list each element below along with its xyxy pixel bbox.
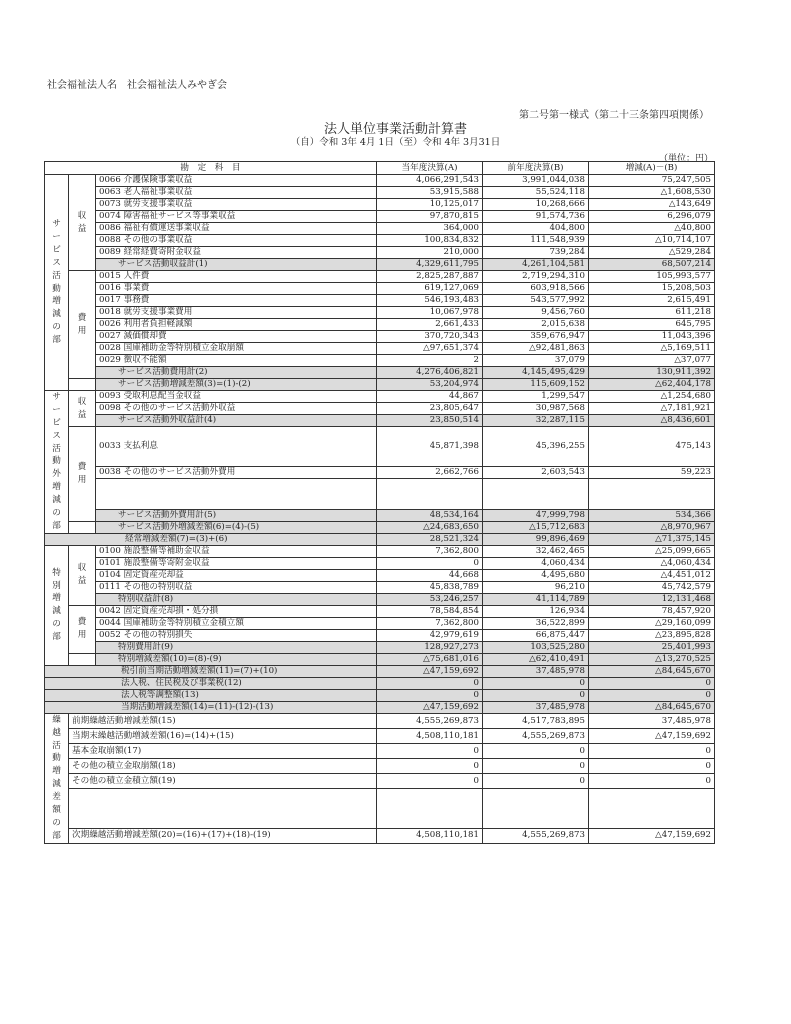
- amount-cell: 53,204,974: [377, 379, 483, 391]
- account-name-cell: 特別収益計(8): [96, 593, 377, 605]
- amount-cell: 0: [377, 557, 483, 569]
- amount-cell: 4,555,269,873: [377, 713, 483, 728]
- account-name-cell: サービス活動増減差額(3)=(1)-(2): [96, 379, 377, 391]
- account-name-cell: 0086 福祉有償運送事業収益: [96, 223, 377, 235]
- account-name-cell: 0093 受取利息配当金収益: [96, 391, 377, 403]
- account-name-cell: 0027 減価償却費: [96, 331, 377, 343]
- amount-cell: △47,159,692: [589, 828, 715, 843]
- account-name-cell: 0018 就労支援事業費用: [96, 307, 377, 319]
- amount-cell: 45,871,398: [377, 427, 483, 467]
- table-row: [45, 728, 715, 743]
- table-row: [45, 295, 715, 307]
- account-name-cell: 法人税等調整額(13): [45, 689, 377, 701]
- amount-cell: 7,362,800: [377, 545, 483, 557]
- amount-cell: △8,970,967: [589, 521, 715, 533]
- amount-cell: 115,609,152: [483, 379, 589, 391]
- amount-cell: △529,284: [589, 247, 715, 259]
- amount-cell: 2,603,543: [483, 466, 589, 478]
- amount-cell: 130,911,392: [589, 367, 715, 379]
- amount-cell: 0: [377, 689, 483, 701]
- amount-cell: 3,991,044,038: [483, 175, 589, 187]
- corporation-name: 社会福祉法人名 社会福祉法人みやぎ会: [47, 80, 227, 91]
- section-service-label: サ ー ビ ス 活 動 増 減 の 部: [45, 175, 69, 391]
- amount-cell: 37,485,978: [483, 701, 589, 713]
- subtotal-row: [45, 533, 715, 545]
- amount-cell: △8,436,601: [589, 415, 715, 427]
- amount-cell: △7,181,921: [589, 403, 715, 415]
- table-row: [45, 403, 715, 415]
- account-name-cell: 0015 人件費: [96, 271, 377, 283]
- amount-cell: △29,160,099: [589, 617, 715, 629]
- amount-cell: △10,714,107: [589, 235, 715, 247]
- amount-cell: 4,066,291,543: [377, 175, 483, 187]
- amount-cell: 2,661,433: [377, 319, 483, 331]
- amount-cell: △15,712,683: [483, 521, 589, 533]
- table-row: [45, 247, 715, 259]
- amount-cell: 4,517,783,895: [483, 713, 589, 728]
- amount-cell: 32,462,465: [483, 545, 589, 557]
- activity-statement-table: [44, 161, 715, 844]
- subtotal-row: [45, 415, 715, 427]
- amount-cell: 128,927,273: [377, 641, 483, 653]
- amount-cell: 68,507,214: [589, 259, 715, 271]
- amount-cell: △40,800: [589, 223, 715, 235]
- account-name-cell: サービス活動外収益計(4): [96, 415, 377, 427]
- amount-cell: 126,934: [483, 605, 589, 617]
- amount-cell: 4,508,110,181: [377, 828, 483, 843]
- subtotal-row: [45, 677, 715, 689]
- account-name-cell: 0016 事業費: [96, 283, 377, 295]
- amount-cell: 4,145,495,429: [483, 367, 589, 379]
- account-name-cell: 0033 支払利息: [96, 427, 377, 467]
- amount-cell: 44,867: [377, 391, 483, 403]
- account-name-cell: 税引前当期活動増減差額(11)=(7)+(10): [45, 665, 377, 677]
- amount-cell: 44,668: [377, 569, 483, 581]
- amount-cell: 0: [377, 677, 483, 689]
- amount-cell: 0: [483, 677, 589, 689]
- amount-cell: 53,915,588: [377, 187, 483, 199]
- account-name-cell: 0074 障害福祉サービス等事業収益: [96, 211, 377, 223]
- account-name-cell: 0044 国庫補助金等特別積立金積立額: [96, 617, 377, 629]
- table-row: [45, 713, 715, 728]
- amount-cell: 404,800: [483, 223, 589, 235]
- amount-cell: 100,834,832: [377, 235, 483, 247]
- amount-cell: 42,979,619: [377, 629, 483, 641]
- amount-cell: △47,159,692: [377, 665, 483, 677]
- amount-cell: 2,719,294,310: [483, 271, 589, 283]
- amount-cell: △143,649: [589, 199, 715, 211]
- amount-cell: 105,993,577: [589, 271, 715, 283]
- account-name-cell: 0098 その他のサービス活動外収益: [96, 403, 377, 415]
- amount-cell: 546,193,483: [377, 295, 483, 307]
- table-row: [45, 211, 715, 223]
- amount-cell: 0: [483, 744, 589, 759]
- blank-row: [45, 789, 715, 828]
- table-row: [45, 391, 715, 403]
- amount-cell: △1,608,530: [589, 187, 715, 199]
- subsection-income-label: 収 益: [69, 545, 96, 605]
- table-row: [45, 744, 715, 759]
- amount-cell: 23,850,514: [377, 415, 483, 427]
- amount-cell: △97,651,374: [377, 343, 483, 355]
- amount-cell: 48,534,164: [377, 509, 483, 521]
- amount-cell: △84,645,670: [589, 701, 715, 713]
- amount-cell: 59,223: [589, 466, 715, 478]
- account-name-cell: 0101 施設整備等寄附金収益: [96, 557, 377, 569]
- account-name-cell: 経常増減差額(7)=(3)+(6): [45, 533, 377, 545]
- amount-cell: 103,525,280: [483, 641, 589, 653]
- amount-cell: 1,299,547: [483, 391, 589, 403]
- amount-cell: 0: [589, 689, 715, 701]
- amount-cell: 66,875,447: [483, 629, 589, 641]
- amount-cell: 0: [589, 677, 715, 689]
- table-row: [45, 629, 715, 641]
- subtotal-row: [45, 509, 715, 521]
- account-name-cell: 0100 施設整備等補助金収益: [96, 545, 377, 557]
- table-row: [45, 759, 715, 774]
- table-row: [45, 557, 715, 569]
- table-row: [45, 466, 715, 478]
- blank-row: [45, 478, 715, 509]
- amount-cell: 45,396,255: [483, 427, 589, 467]
- account-name-cell: 0038 その他のサービス活動外費用: [96, 466, 377, 478]
- amount-cell: 45,838,789: [377, 581, 483, 593]
- amount-cell: 78,457,920: [589, 605, 715, 617]
- amount-cell: 78,584,854: [377, 605, 483, 617]
- amount-cell: 47,999,798: [483, 509, 589, 521]
- account-name-cell: 0104 固定資産売却益: [96, 569, 377, 581]
- amount-cell: 9,456,760: [483, 307, 589, 319]
- account-name-cell: サービス活動外増減差額(6)=(4)-(5): [96, 521, 377, 533]
- amount-cell: 364,000: [377, 223, 483, 235]
- amount-cell: 0: [589, 774, 715, 789]
- amount-cell: 4,276,406,821: [377, 367, 483, 379]
- amount-cell: 475,143: [589, 427, 715, 467]
- section-nonservice-label: サ ー ビ ス 活 動 外 増 減 の 部: [45, 391, 69, 534]
- amount-cell: 0: [589, 744, 715, 759]
- table-row: [45, 187, 715, 199]
- table-row: [45, 355, 715, 367]
- form-number: 第二号第一様式（第二十三条第四項関係）: [519, 110, 709, 121]
- amount-cell: 91,574,736: [483, 211, 589, 223]
- amount-cell: 645,795: [589, 319, 715, 331]
- amount-cell: 0: [483, 774, 589, 789]
- account-name-cell: 0073 就労支援事業収益: [96, 199, 377, 211]
- amount-cell: 99,896,469: [483, 533, 589, 545]
- amount-cell: 4,555,269,873: [483, 828, 589, 843]
- account-name-cell: 前期繰越活動増減差額(15): [69, 713, 377, 728]
- subsection-income-label: 収 益: [69, 391, 96, 427]
- amount-cell: 0: [589, 759, 715, 774]
- amount-cell: △71,375,145: [589, 533, 715, 545]
- table-row: [45, 605, 715, 617]
- amount-cell: 53,246,257: [377, 593, 483, 605]
- amount-cell: 2,825,287,887: [377, 271, 483, 283]
- amount-cell: 37,079: [483, 355, 589, 367]
- section-carry-label: 繰 越 活 動 増 減 差 額 の 部: [45, 713, 69, 843]
- account-name-cell: 0028 国庫補助金等特別積立金取崩額: [96, 343, 377, 355]
- header-previous: 前年度決算(B): [483, 162, 589, 175]
- account-name-cell: 0088 その他の事業収益: [96, 235, 377, 247]
- amount-cell: 37,485,978: [483, 665, 589, 677]
- amount-cell: 739,284: [483, 247, 589, 259]
- account-name-cell: 0052 その他の特別損失: [96, 629, 377, 641]
- amount-cell: 0: [377, 744, 483, 759]
- amount-cell: △47,159,692: [589, 728, 715, 743]
- subsection-expense-label: 費 用: [69, 271, 96, 379]
- subsection-expense-label: 費 用: [69, 427, 96, 522]
- account-name-cell: 0089 経常経費寄附金収益: [96, 247, 377, 259]
- amount-cell: 97,870,815: [377, 211, 483, 223]
- amount-cell: △62,410,491: [483, 653, 589, 665]
- subtotal-row: [45, 701, 715, 713]
- amount-cell: 4,508,110,181: [377, 728, 483, 743]
- amount-cell: 96,210: [483, 581, 589, 593]
- amount-cell: 45,742,579: [589, 581, 715, 593]
- amount-cell: 28,521,324: [377, 533, 483, 545]
- amount-cell: 0: [483, 759, 589, 774]
- account-name-cell: 特別費用計(9): [96, 641, 377, 653]
- subtotal-row: [45, 689, 715, 701]
- table-row: [45, 199, 715, 211]
- amount-cell: △4,060,434: [589, 557, 715, 569]
- header-account: 勘 定 科 目: [45, 162, 377, 175]
- amount-cell: △37,077: [589, 355, 715, 367]
- amount-cell: △75,681,016: [377, 653, 483, 665]
- subtotal-row: [45, 593, 715, 605]
- table-row: [45, 581, 715, 593]
- account-name-cell: 0042 固定資産売却損・処分損: [96, 605, 377, 617]
- subtotal-row: [45, 259, 715, 271]
- table-row: [45, 569, 715, 581]
- amount-cell: 23,805,647: [377, 403, 483, 415]
- amount-cell: 6,296,079: [589, 211, 715, 223]
- amount-cell: 2: [377, 355, 483, 367]
- account-name-cell: サービス活動外費用計(5): [96, 509, 377, 521]
- table-row: [45, 828, 715, 843]
- amount-cell: △47,159,692: [377, 701, 483, 713]
- amount-cell: 2,615,491: [589, 295, 715, 307]
- amount-cell: △62,404,178: [589, 379, 715, 391]
- amount-cell: 543,577,992: [483, 295, 589, 307]
- fiscal-period: （自）令和 3年 4月 1日（至）令和 4年 3月31日: [290, 137, 501, 148]
- table-row: [45, 331, 715, 343]
- amount-cell: 4,060,434: [483, 557, 589, 569]
- subtotal-row: [45, 653, 715, 665]
- table-row: [45, 319, 715, 331]
- amount-cell: 0: [377, 759, 483, 774]
- account-name-cell: 基本金取崩額(17): [69, 744, 377, 759]
- account-name-cell: 当期活動増減差額(14)=(11)-(12)-(13): [45, 701, 377, 713]
- amount-cell: 0: [483, 689, 589, 701]
- amount-cell: 210,000: [377, 247, 483, 259]
- amount-cell: △24,683,650: [377, 521, 483, 533]
- account-name-cell: 特別増減差額(10)=(8)-(9): [96, 653, 377, 665]
- amount-cell: 10,067,978: [377, 307, 483, 319]
- amount-cell: 10,125,017: [377, 199, 483, 211]
- header-diff: 増減(A)－(B): [589, 162, 715, 175]
- amount-cell: 4,495,680: [483, 569, 589, 581]
- page-title: 法人単位事業活動計算書: [323, 122, 467, 137]
- table-row: [45, 283, 715, 295]
- subtotal-row: [45, 379, 715, 391]
- amount-cell: 359,676,947: [483, 331, 589, 343]
- amount-cell: 36,522,899: [483, 617, 589, 629]
- amount-cell: 7,362,800: [377, 617, 483, 629]
- amount-cell: △92,481,863: [483, 343, 589, 355]
- amount-cell: △23,895,828: [589, 629, 715, 641]
- amount-cell: 370,720,343: [377, 331, 483, 343]
- subtotal-row: [45, 521, 715, 533]
- account-name-cell: その他の積立金取崩額(18): [69, 759, 377, 774]
- amount-cell: 534,366: [589, 509, 715, 521]
- account-name-cell: 当期末繰越活動増減差額(16)=(14)+(15): [69, 728, 377, 743]
- amount-cell: 25,401,993: [589, 641, 715, 653]
- header-current: 当年度決算(A): [377, 162, 483, 175]
- table-row: [45, 271, 715, 283]
- amount-cell: 611,218: [589, 307, 715, 319]
- amount-cell: 32,287,115: [483, 415, 589, 427]
- amount-cell: 0: [377, 774, 483, 789]
- amount-cell: △5,169,511: [589, 343, 715, 355]
- amount-cell: 37,485,978: [589, 713, 715, 728]
- amount-cell: 4,329,611,795: [377, 259, 483, 271]
- unit-label: （単位：円）: [658, 154, 713, 164]
- amount-cell: △4,451,012: [589, 569, 715, 581]
- amount-cell: 111,548,939: [483, 235, 589, 247]
- amount-cell: 603,918,566: [483, 283, 589, 295]
- account-name-cell: 0063 老人福祉事業収益: [96, 187, 377, 199]
- account-name-cell: サービス活動収益計(1): [96, 259, 377, 271]
- amount-cell: 75,247,505: [589, 175, 715, 187]
- table-row: [45, 545, 715, 557]
- amount-cell: 619,127,069: [377, 283, 483, 295]
- account-name-cell: 0029 徴収不能額: [96, 355, 377, 367]
- account-name-cell: 0111 その他の特別収益: [96, 581, 377, 593]
- subtotal-row: [45, 641, 715, 653]
- amount-cell: 15,208,503: [589, 283, 715, 295]
- amount-cell: 41,114,789: [483, 593, 589, 605]
- subtotal-row: [45, 367, 715, 379]
- table-row: [45, 235, 715, 247]
- table-row: [45, 774, 715, 789]
- account-name-cell: 0066 介護保険事業収益: [96, 175, 377, 187]
- amount-cell: 2,015,638: [483, 319, 589, 331]
- account-name-cell: 法人税、住民税及び事業税(12): [45, 677, 377, 689]
- table-row: [45, 175, 715, 187]
- amount-cell: △1,254,680: [589, 391, 715, 403]
- subsection-expense-label: 費 用: [69, 605, 96, 653]
- amount-cell: 10,268,666: [483, 199, 589, 211]
- table-header-row: [45, 162, 715, 175]
- amount-cell: 12,131,468: [589, 593, 715, 605]
- amount-cell: 30,987,568: [483, 403, 589, 415]
- subsection-income-label: 収 益: [69, 175, 96, 271]
- table-row: [45, 617, 715, 629]
- amount-cell: △13,270,525: [589, 653, 715, 665]
- account-name-cell: 0026 利用者負担軽減額: [96, 319, 377, 331]
- account-name-cell: 次期繰越活動増減差額(20)=(16)+(17)+(18)-(19): [69, 828, 377, 843]
- table-row: [45, 427, 715, 467]
- amount-cell: 4,555,269,873: [483, 728, 589, 743]
- account-name-cell: 0017 事務費: [96, 295, 377, 307]
- table-row: [45, 343, 715, 355]
- account-name-cell: サービス活動費用計(2): [96, 367, 377, 379]
- amount-cell: 4,261,104,581: [483, 259, 589, 271]
- section-special-label: 特 別 増 減 の 部: [45, 545, 69, 665]
- table-row: [45, 307, 715, 319]
- amount-cell: △84,645,670: [589, 665, 715, 677]
- amount-cell: 55,524,118: [483, 187, 589, 199]
- amount-cell: △25,099,665: [589, 545, 715, 557]
- amount-cell: 11,043,396: [589, 331, 715, 343]
- table-row: [45, 223, 715, 235]
- subtotal-row: [45, 665, 715, 677]
- amount-cell: 2,662,766: [377, 466, 483, 478]
- account-name-cell: その他の積立金積立額(19): [69, 774, 377, 789]
